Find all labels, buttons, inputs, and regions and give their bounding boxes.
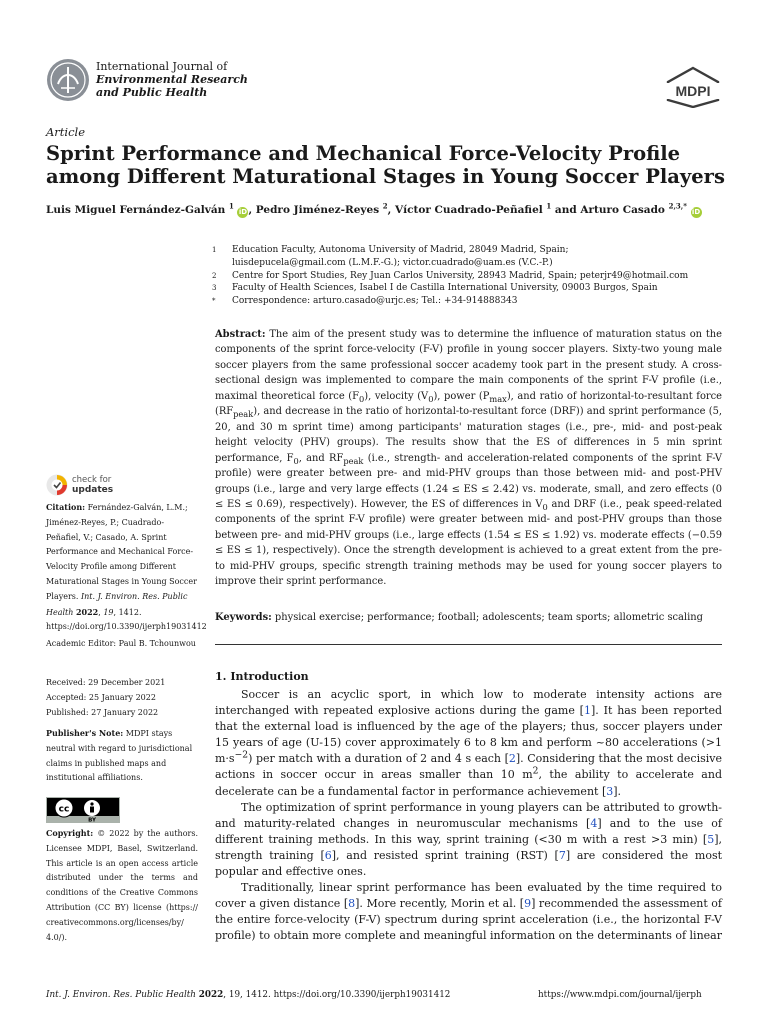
affiliation-symbol: 1 [212, 246, 217, 254]
author-affiliation: 2 [382, 201, 388, 211]
abstract-subscript: 0 [542, 501, 548, 512]
body-text: ) per match with a duration of 2 and 4 s each [ [248, 752, 509, 766]
affiliation-symbol: 2 [212, 271, 217, 280]
body-text: Soccer is an acyclic sport, in which low to moderate intensity actions are interchanged with repeated explosive actions during the game [ [215, 688, 722, 718]
reference-link[interactable]: 8 [348, 897, 356, 911]
abstract-subscript: 0 [293, 455, 299, 466]
reference-link[interactable]: 4 [590, 816, 598, 830]
citation-year: 2022 [75, 606, 99, 617]
affiliations [212, 244, 732, 308]
abstract [215, 327, 722, 590]
affiliation-text[interactable]: luisdepucela@gmail.com (L.M.F.-G.); victor.cuadrado@uam.es (V.C.-P.) [232, 257, 553, 268]
journal-name-line2: Environmental Research [96, 73, 248, 86]
published-date: Published: 27 January 2022 [46, 707, 159, 717]
keywords-label: Keywords: [215, 612, 272, 623]
orcid-icon[interactable]: iD [238, 208, 248, 216]
body-text: The optimization of sprint performance in young players can be attributed to growth- and maturity-related changes in neuromuscular mechanisms [ [215, 800, 722, 830]
abstract-subscript: 0 [428, 393, 434, 404]
check-updates-line1: check for [72, 475, 112, 485]
affiliation-row [212, 295, 732, 308]
abstract-subscript: peak [233, 409, 254, 420]
keywords-text: physical exercise; performance; football; adolescents; team sports; allometric scaling [271, 612, 703, 623]
author-name[interactable]: Arturo Casado [580, 204, 665, 216]
citation-label: Citation: [46, 502, 86, 512]
body-paragraph [215, 687, 722, 800]
article-title [46, 142, 736, 188]
abstract-subscript: max [489, 393, 507, 404]
affiliation-symbol: * [212, 297, 216, 306]
journal-name-line1: International Journal of [96, 60, 228, 73]
reference-link[interactable]: 5 [707, 832, 715, 846]
author-affiliation: 1 [228, 201, 234, 211]
received-date: Received: 29 December 2021 [46, 678, 166, 687]
journal-logo-icon [46, 58, 90, 102]
footer-doi[interactable]: , 19, 1412. https://doi.org/10.3390/ijerph19031412 [223, 990, 451, 1000]
reference-link[interactable]: 3 [606, 784, 614, 798]
correspondence-text[interactable]: Correspondence: arturo.casado@urjc.es; Tel.: +34-914888343 [232, 296, 518, 307]
citation-text: Fernández-Galván, L.M.; Jiménez-Reyes, P.; Cuadrado-Peñafiel, V.; Casado, A. Sprint Performance and Mechanical Force-Velocity Profile among Different Maturational Stages in Young Soccer Players. [46, 503, 197, 601]
author-list [46, 201, 746, 218]
reference-link[interactable]: 7 [558, 848, 566, 862]
journal-name [96, 60, 248, 99]
footer-year: 2022 [198, 990, 224, 1000]
body-paragraph [215, 800, 722, 880]
body-text: ]. [613, 784, 622, 798]
body-text: , the ability to accelerate and decelerate can be a fundamental factor in performance achievement [ [215, 768, 722, 798]
body-text: ] are considered the most popular and effective ones. [215, 848, 723, 879]
mdpi-logo-text: MDPI [675, 83, 711, 99]
body-text: Traditionally, linear sprint performance has been evaluated by the time required to cover a given distance [ [215, 881, 722, 911]
publisher-note-label: Publisher's Note: [46, 728, 124, 738]
author-separator: , [387, 204, 395, 216]
reference-link[interactable]: 2 [508, 752, 516, 766]
title-line2: among Different Maturational Stages in Young Soccer Players [46, 165, 725, 188]
abstract-text: The aim of the present study was to determine the influence of maturation status on the components of the sprint force-velocity (F-V) profile in young soccer players. Sixty-two young male soccer players from the same professional soccer academy took part in the present study. A cross-sectional design was implemented to compare the main components of the sprint F-V profile (i.e., maximal theoretical force (F [215, 329, 722, 402]
body-superscript: 2 [532, 765, 539, 777]
author-separator: , [248, 204, 256, 216]
copyright-label: Copyright: [46, 828, 94, 838]
cc-text: cc [58, 804, 70, 815]
copyright-text: © 2022 by the authors. Licensee MDPI, Basel, Switzerland. This article is an open access article distributed under the terms and conditions of the Creative Commons Attribution (CC BY) license (https:// creativecommons.org/licenses/by/ 4.0/). [46, 829, 198, 942]
author-separator: and [551, 204, 581, 216]
author-name[interactable]: Pedro Jiménez-Reyes [255, 204, 380, 216]
citation-doi[interactable]: , 1412. https://doi.org/10.3390/ijerph19031412 [46, 607, 207, 632]
reference-link[interactable]: 6 [324, 848, 332, 862]
affiliation-row [212, 270, 732, 283]
author-affiliation: 1 [546, 201, 552, 211]
body-text: ]. Considering that the most decisive actions in soccer occur in areas smaller than 10 m [215, 752, 722, 782]
abstract-subscript: 0 [358, 393, 365, 404]
reference-link[interactable]: 9 [524, 897, 532, 911]
abstract-subscript: peak [343, 455, 364, 466]
article-type: Article [46, 125, 86, 139]
abstract-text: ), power (P [433, 390, 490, 402]
accepted-date: Accepted: 25 January 2022 [46, 692, 156, 702]
body-text: ] recommended the assessment of the entire force-velocity (F-V) spectrum during sprint acceleration (i.e., the horizontal F-V profile) to obtain more complete and meaningful information on the determinants of linear [215, 897, 722, 943]
citation-journal: Int. J. Environ. Res. Public Health [46, 591, 188, 617]
footer-journal: Int. J. Environ. Res. Public Health [46, 990, 196, 1000]
check-updates-icon [46, 474, 68, 496]
abstract-text: and DRF (i.e., peak speed-related components of the sprint F-V profile) were greater between mid- and post-PHV groups than those between pre- and mid-PHV groups (i.e., large effects (1.54 ≤ ES ≤ 1.92) vs. moderate effects (−0.59 ≤ ES ≤ 1), respectively). Once the strength development is achieved to a great extent from the pre- to mid-PHV groups, specific strength training methods may be used for young soccer players to improve their sprint performance. [215, 498, 722, 588]
body-text: ] and to the use of different training methods. In this way, sprint training (<30 m with a rest >3 min) [ [215, 816, 723, 846]
affiliation-text: Centre for Sport Studies, Rey Juan Carlos University, 28943 Madrid, Spain; peterjr49@hotmail.com [232, 270, 689, 281]
academic-editor: Academic Editor: Paul B. Tchounwou [46, 639, 196, 648]
body-text: ], and resisted sprint training (RST) [ [331, 848, 559, 862]
publication-dates [46, 676, 198, 720]
abstract-text: , and RF [298, 452, 344, 464]
footer-citation [46, 990, 450, 1000]
body-text: ]. More recently, Morin et al. [ [355, 897, 525, 911]
reference-link[interactable]: 1 [583, 704, 591, 718]
publisher-note [46, 726, 198, 786]
abstract-label: Abstract: [215, 329, 266, 340]
affiliation-text: Faculty of Health Sciences, Isabel I de Castilla International University, 09003 Burgos, Spain [232, 283, 658, 294]
author-name[interactable]: Víctor Cuadrado-Peñafiel [394, 204, 543, 216]
author-affiliation: 2,3,* [668, 201, 687, 211]
affiliation-text: Education Faculty, Autonoma University of Madrid, 28049 Madrid, Spain; [232, 245, 569, 255]
affiliation-symbol [212, 257, 232, 270]
citation: Citation: Fernández-Galván, L.M.; Jiménez-Reyes, P.; Cuadrado-Peñafiel, V.; Casado, A. Sprint Performance and Mechanical Force-Velocity Profile among Different Maturational Stages in Young Soccer Players. Int. J. Environ. Res. Public Health 2022, 19, 1412. https://doi.org/10.3390/ijerph19031412 [46, 502, 207, 632]
journal-name-line3: and Public Health [96, 86, 208, 99]
author-name[interactable]: Luis Miguel Fernández-Galván [46, 204, 226, 216]
keywords [215, 611, 722, 625]
affiliation-row [212, 244, 732, 257]
by-text: BY [88, 817, 96, 823]
introduction-body [215, 687, 722, 945]
abstract-text: ), velocity (V [364, 390, 429, 402]
abstract-text: (i.e., strength- and acceleration-related components of the sprint F-V profile) were greater between pre- and mid-PHV groups than those between mid- and post-PHV groups (i.e., large and very large effects (1.24 ≤ ES ≤ 2.42) vs. moderate, small, and zero effects (0 ≤ ES ≤ 0.69), respectively). However, the ES of differences in V [215, 452, 723, 510]
section-heading-introduction: 1. Introduction [215, 670, 309, 683]
affiliation-row [212, 282, 732, 295]
citation-volume: 19 [103, 607, 114, 617]
body-text: ], strength training [ [215, 832, 722, 862]
abstract-text: ), and ratio of horizontal-to-resultant force (RF [215, 390, 722, 418]
title-line1: Sprint Performance and Mechanical Force-Velocity Profile [46, 142, 681, 165]
abstract-text: ), and decrease in the ratio of horizontal-to-resultant force (DRF)) and sprint performance (5, 20, and 30 m sprint time) among participants' maturation stages (i.e., pre-, mid- and post-peak height velocity (PHV) groups). The results show that the ES of differences in 5 min sprint performance, F [215, 406, 722, 464]
cc-by-license-icon[interactable] [46, 797, 120, 823]
body-paragraph [215, 880, 722, 944]
body-superscript: −2 [234, 749, 249, 761]
affiliation-symbol: 3 [212, 284, 217, 293]
check-updates-line2: updates [72, 485, 114, 495]
affiliation-row [212, 257, 732, 270]
orcid-icon[interactable]: iD [691, 208, 701, 216]
footer-journal-url[interactable]: https://www.mdpi.com/journal/ijerph [538, 990, 702, 1000]
copyright-notice [46, 826, 198, 945]
abstract-divider [215, 644, 722, 645]
publisher-note-text: MDPI stays neutral with regard to jurisdictional claims in published maps and institutional affiliations. [46, 729, 193, 783]
check-for-updates-button[interactable] [46, 474, 166, 498]
mdpi-logo-icon [664, 66, 722, 108]
body-text: ]. It has been reported that the external load is influenced by the age of the players; thus, soccer players under 15 years of age (U-15) cover approximately 6 to 8 km and perform ~80 accelerations (>1 m·s [215, 704, 723, 766]
